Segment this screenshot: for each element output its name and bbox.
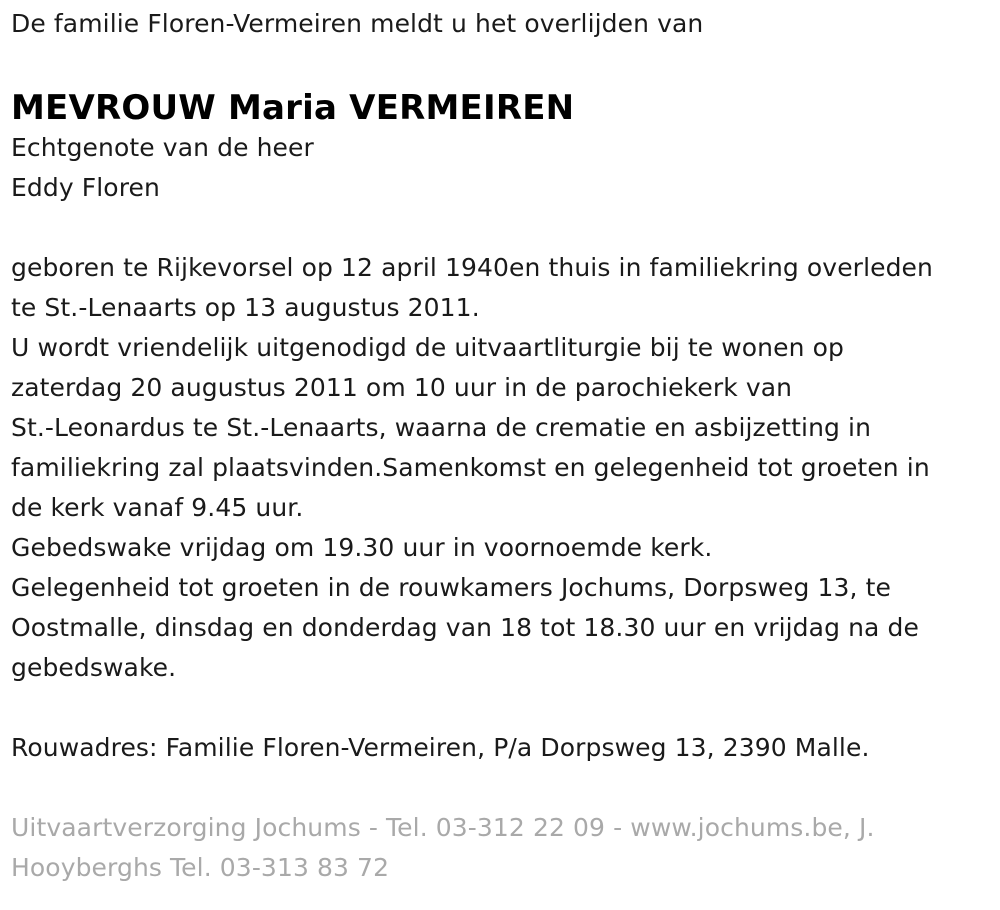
- body-line: St.-Leonardus te St.-Lenaarts, waarna de crematie en asbijzetting in: [11, 413, 872, 442]
- body-line: Gebedswake vrijdag om 19.30 uur in voornoemde kerk.: [11, 533, 713, 562]
- body-block: [11, 248, 990, 688]
- mourning-address: Rouwadres: Familie Floren-Vermeiren, P/a Dorpsweg 13, 2390 Malle.: [11, 733, 870, 762]
- funeral-home-footer: [11, 808, 990, 888]
- spouse-block: [11, 128, 990, 208]
- spouse-line: Eddy Floren: [11, 173, 160, 202]
- spacer: [11, 688, 990, 728]
- body-line: te St.-Lenaarts op 13 augustus 2011.: [11, 293, 480, 322]
- intro-text: De familie Floren-Vermeiren meldt u het overlijden van: [11, 9, 704, 38]
- body-line: zaterdag 20 augustus 2011 om 10 uur in de parochiekerk van: [11, 373, 793, 402]
- deceased-name: MEVROUW Maria VERMEIREN: [11, 88, 575, 128]
- spacer: [11, 208, 990, 248]
- body-line: Gelegenheid tot groeten in de rouwkamers Jochums, Dorpsweg 13, te: [11, 573, 891, 602]
- footer-line: Uitvaartverzorging Jochums - Tel. 03-312 22 09 - www.jochums.be, J.: [11, 813, 875, 842]
- footer-line: Hooyberghs Tel. 03-313 83 72: [11, 853, 390, 882]
- body-line: gebedswake.: [11, 653, 177, 682]
- spouse-line: Echtgenote van de heer: [11, 133, 314, 162]
- body-line: Oostmalle, dinsdag en donderdag van 18 tot 18.30 uur en vrijdag na de: [11, 613, 919, 642]
- spacer: [11, 768, 990, 808]
- body-line: U wordt vriendelijk uitgenodigd de uitvaartliturgie bij te wonen op: [11, 333, 844, 362]
- body-line: familiekring zal plaatsvinden.Samenkomst en gelegenheid tot groeten in: [11, 453, 930, 482]
- body-line: geboren te Rijkevorsel op 12 april 1940en thuis in familiekring overleden: [11, 253, 933, 282]
- body-line: de kerk vanaf 9.45 uur.: [11, 493, 304, 522]
